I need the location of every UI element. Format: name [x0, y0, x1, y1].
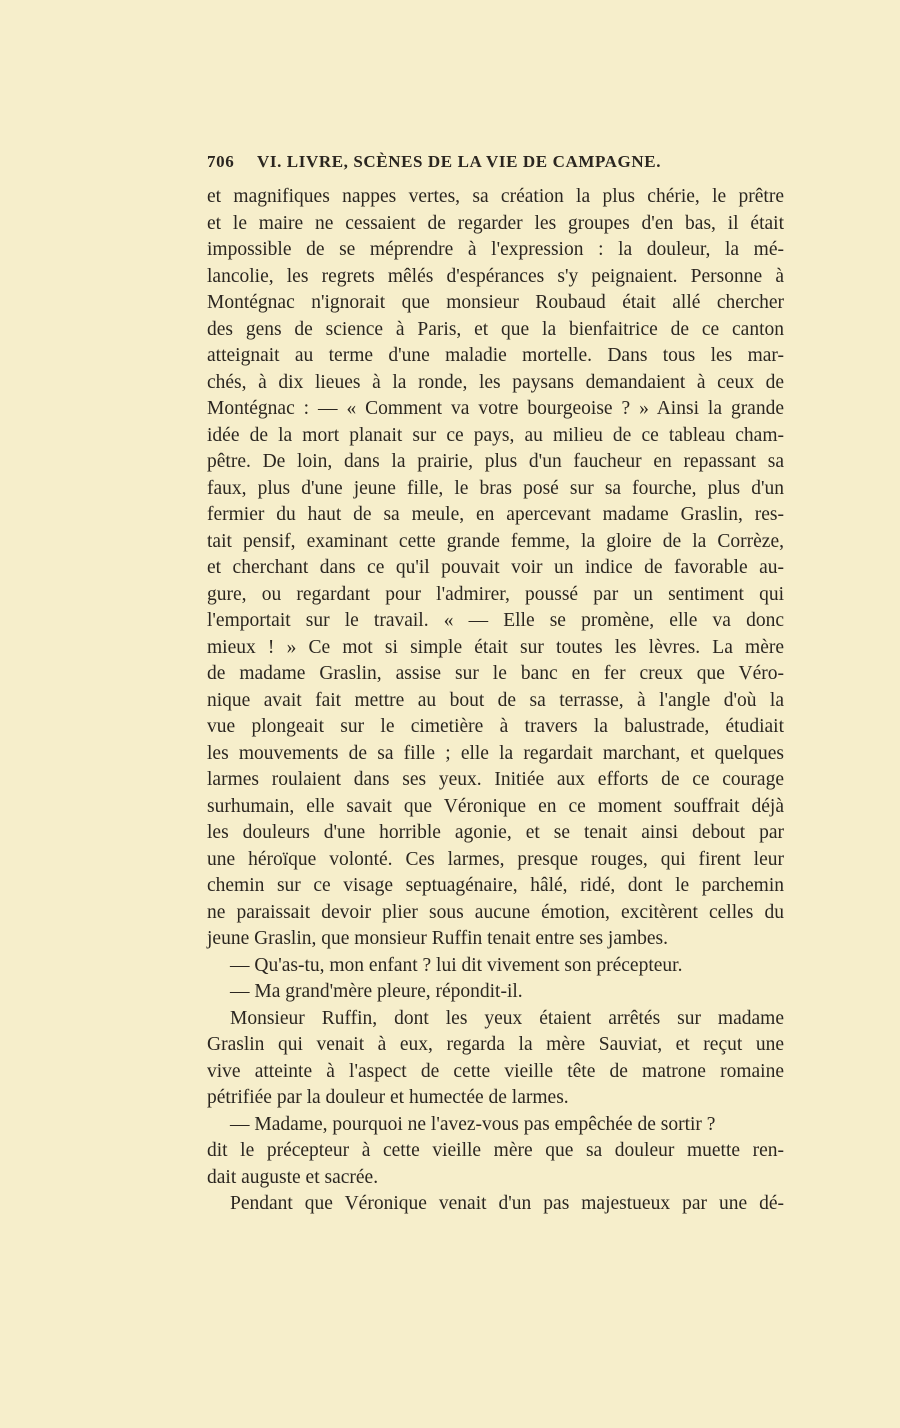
text-line: lancolie, les regrets mêlés d'espérances s'y peignaient. Personne à — [207, 265, 784, 287]
text-line: Montégnac : — « Comment va votre bourgeoise ? » Ainsi la grande — [207, 398, 784, 419]
text-line: vive atteinte à l'aspect de cette vieille tête de matrone romaine — [207, 1060, 784, 1082]
text-line: Graslin qui venait à eux, regarda la mère Sauviat, et reçut une — [207, 1034, 784, 1055]
text-line: dit le précepteur à cette vieille mère que sa douleur muette ren- — [207, 1140, 784, 1161]
text-line: gure, ou regardant pour l'admirer, poussé par un sentiment qui — [207, 583, 784, 605]
text-line: vue plongeait sur le cimetière à travers la balustrade, étudiait — [207, 716, 784, 737]
text-line: Montégnac n'ignorait que monsieur Roubaud était allé chercher — [207, 292, 784, 313]
text-line: nique avait fait mettre au bout de sa terrasse, à l'angle d'où la — [207, 689, 784, 711]
text-line: jeune Graslin, que monsieur Ruffin tenait entre ses jambes. — [207, 928, 669, 949]
text-line: et magnifiques nappes vertes, sa création la plus chérie, le prêtre — [207, 186, 784, 207]
text-line: de madame Graslin, assise sur le banc en fer creux que Véro- — [207, 663, 784, 684]
text-line: atteignait au terme d'une maladie mortelle. Dans tous les mar- — [207, 345, 784, 366]
text-line: et le maire ne cessaient de regarder les groupes d'en bas, il était — [207, 212, 784, 234]
text-line: — Madame, pourquoi ne l'avez-vous pas empêchée de sortir ? — [230, 1113, 716, 1135]
text-line: surhumain, elle savait que Véronique en ce moment souffrait déjà — [207, 795, 784, 817]
text-line: les mouvements de sa fille ; elle la regardait marchant, et quelques — [207, 742, 784, 764]
running-header — [207, 152, 707, 178]
text-line: idée de la mort planait sur ce pays, au milieu de ce tableau cham- — [207, 424, 784, 446]
page-body-text — [207, 184, 784, 1218]
text-line: et cherchant dans ce qu'il pouvait voir un indice de favorable au- — [207, 557, 784, 578]
text-line: — Ma grand'mère pleure, répondit-il. — [230, 981, 523, 1002]
running-title: VI. LIVRE, SCÈNES DE LA VIE DE CAMPAGNE. — [257, 152, 662, 171]
text-line: larmes roulaient dans ses yeux. Initiée aux efforts de ce courage — [207, 769, 784, 790]
text-line: impossible de se méprendre à l'expression : la douleur, la mé- — [207, 239, 784, 260]
text-line: fermier du haut de sa meule, en apercevant madame Graslin, res- — [207, 504, 784, 525]
text-line: pêtre. De loin, dans la prairie, plus d'un faucheur en repassant sa — [207, 451, 784, 472]
text-line: Pendant que Véronique venait d'un pas majestueux par une dé- — [230, 1193, 784, 1214]
text-line: pétrifiée par la douleur et humectée de larmes. — [207, 1087, 569, 1108]
text-line: Monsieur Ruffin, dont les yeux étaient arrêtés sur madame — [230, 1007, 784, 1029]
text-line: mieux ! » Ce mot si simple était sur toutes les lèvres. La mère — [207, 636, 784, 658]
text-line: chemin sur ce visage septuagénaire, hâlé, ridé, dont le parchemin — [207, 875, 784, 896]
text-line: des gens de science à Paris, et que la bienfaitrice de ce canton — [207, 318, 784, 340]
text-line: ne paraissait devoir plier sous aucune émotion, excitèrent celles du — [207, 901, 784, 923]
text-line: l'emportait sur le travail. « — Elle se promène, elle va donc — [207, 610, 784, 631]
text-line: tait pensif, examinant cette grande femme, la gloire de la Corrèze, — [207, 530, 784, 552]
text-line: — Qu'as-tu, mon enfant ? lui dit vivement son précepteur. — [230, 954, 683, 976]
text-line: faux, plus d'une jeune fille, le bras posé sur sa fourche, plus d'un — [207, 477, 784, 499]
text-line: une héroïque volonté. Ces larmes, presque rouges, qui firent leur — [207, 848, 784, 870]
page-number: 706 — [207, 152, 235, 171]
text-line: chés, à dix lieues à la ronde, les paysans demandaient à ceux de — [207, 371, 784, 393]
text-line: dait auguste et sacrée. — [207, 1166, 379, 1188]
text-line: les douleurs d'une horrible agonie, et se tenait ainsi debout par — [207, 822, 784, 843]
